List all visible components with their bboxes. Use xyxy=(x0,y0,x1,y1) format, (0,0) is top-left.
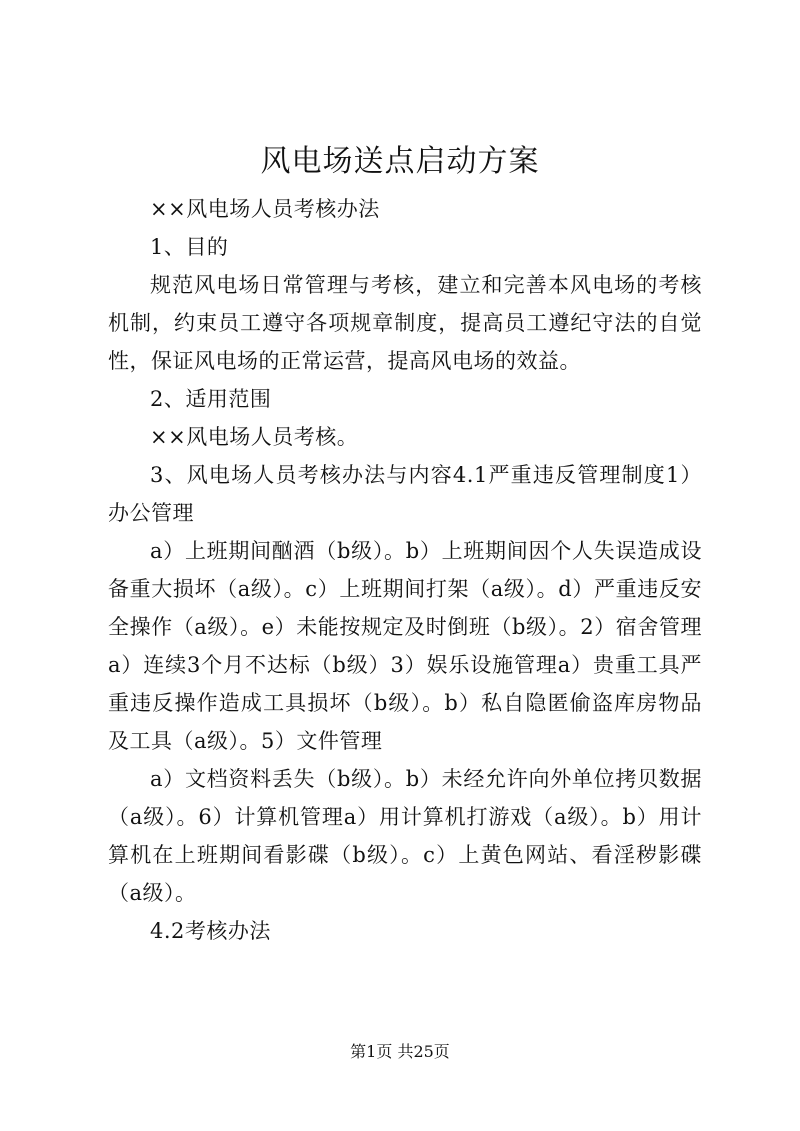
paragraph-purpose: 规范风电场日常管理与考核，建立和完善本风电场的考核机制，约束员工遵守各项规章制度，提高员工遵纪守法的自觉性，保证风电场的正常运营，提高风电场的效益。 xyxy=(108,273,702,373)
paragraph-office-rules: a）上班期间酗酒（b级）。b）上班期间因个人失误造成设备重大损坏（a级）。c）上班期间打架（a级）。d）严重违反安全操作（a级）。e）未能按规定及时倒班（b级）。2）宿舍管理a）连续3个月不达标（b级）3）娱乐设施管理a）贵重工具严重违反操作造成工具损坏（b级）。b）私自隐匿偷盗库房物品及工具（a级）。5）文件管理 xyxy=(108,539,702,753)
paragraph-scope: ××风电场人员考核。 xyxy=(150,425,359,449)
paragraph-heading: ××风电场人员考核办法 xyxy=(150,197,380,221)
page-number: 第1页 共25页 xyxy=(350,1042,450,1061)
paragraph-section-4-2: 4.2考核办法 xyxy=(150,919,271,943)
document-title: 风电场送点启动方案 xyxy=(260,144,540,179)
paragraph-section-1: 1、目的 xyxy=(150,235,229,259)
document-body xyxy=(108,190,702,950)
paragraph-section-3: 3、风电场人员考核办法与内容4.1严重违反管理制度1）办公管理 xyxy=(108,463,702,525)
paragraph-file-rules: a）文档资料丢失（b级）。b）未经允许向外单位拷贝数据（a级）。6）计算机管理a）用计算机打游戏（a级）。b）用计算机在上班期间看影碟（b级）。c）上黄色网站、看淫秽影碟（a级）。 xyxy=(108,767,702,905)
paragraph-section-2: 2、适用范围 xyxy=(150,387,272,411)
